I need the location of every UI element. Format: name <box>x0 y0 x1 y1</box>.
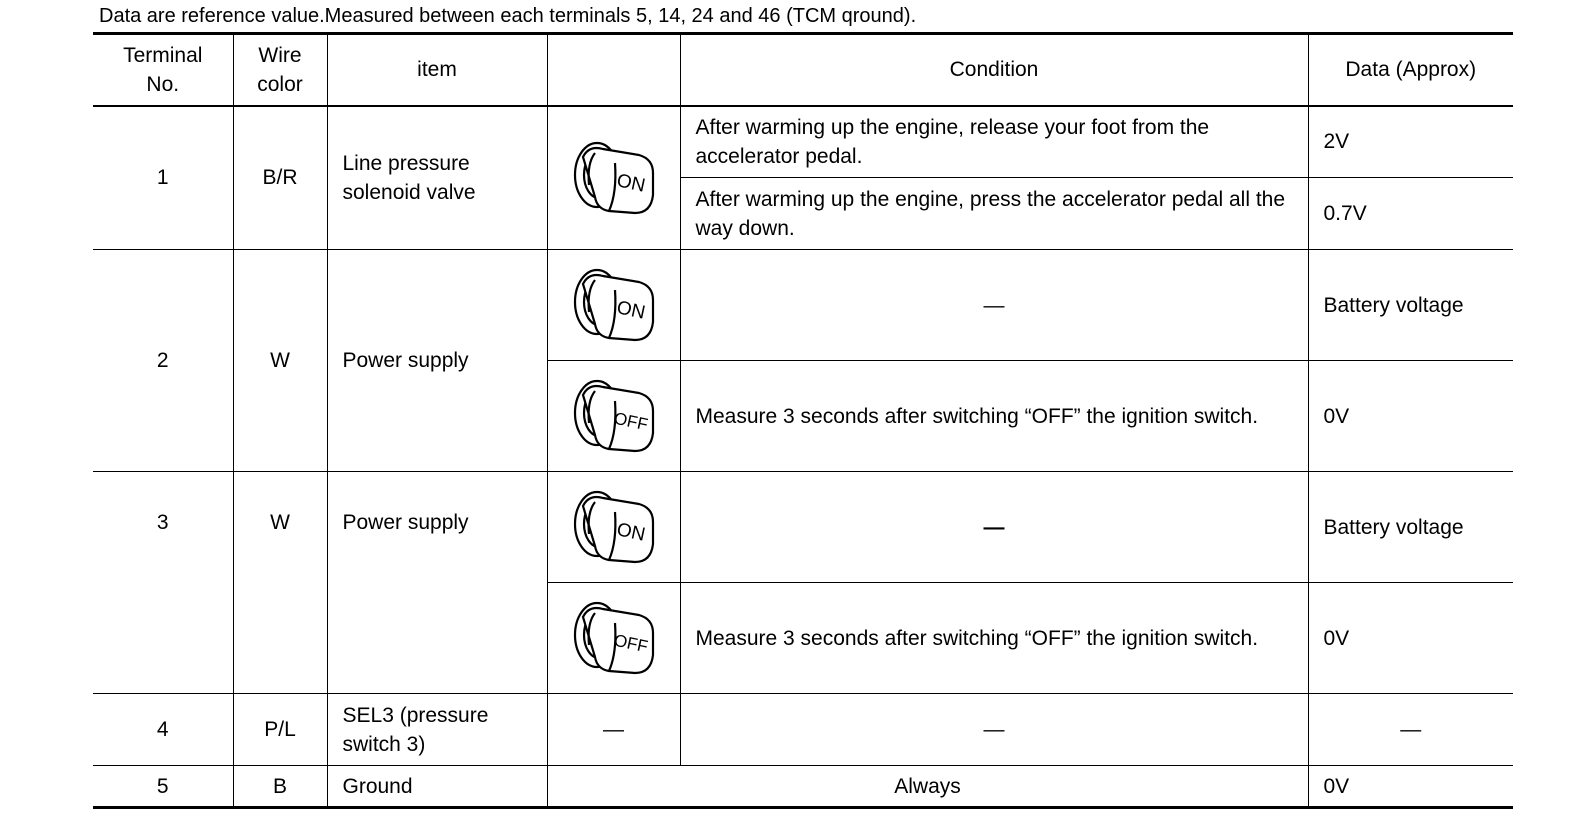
table-row <box>93 694 1513 766</box>
icon-cell: — <box>547 694 680 766</box>
condition-cell: Always <box>547 766 1308 808</box>
terminal-no-cell: 4 <box>93 694 233 766</box>
header-icon <box>547 34 680 106</box>
table-row <box>93 766 1513 808</box>
item-cell: Power supply <box>327 472 547 694</box>
svg-text:ON: ON <box>614 519 647 546</box>
item-cell: SEL3 (pressure switch 3) <box>327 694 547 766</box>
item-cell: Power supply <box>327 250 547 472</box>
ignition-key-off-icon <box>547 583 680 694</box>
header-wire-color <box>233 34 327 106</box>
table-row <box>93 106 1513 178</box>
condition-cell: — <box>680 250 1308 361</box>
data-cell: Battery voltage <box>1308 472 1513 583</box>
ignition-key-on-icon <box>547 472 680 583</box>
svg-text:ON: ON <box>614 297 647 324</box>
wire-color-cell: B/R <box>233 106 327 250</box>
table-caption: Data are reference value.Measured between each terminals 5, 14, 24 and 46 (TCM qround). <box>99 5 917 27</box>
table-row <box>93 472 1513 583</box>
header-terminal-no <box>93 34 233 106</box>
header-item: item <box>327 34 547 106</box>
header-terminal-text: Terminal No. <box>123 43 203 96</box>
data-cell: 0V <box>1308 361 1513 472</box>
terminal-no-cell: 5 <box>93 766 233 808</box>
terminal-data-table <box>93 32 1513 809</box>
condition-cell: — <box>680 694 1308 766</box>
header-data: Data (Approx) <box>1308 34 1513 106</box>
terminal-no-cell: 2 <box>93 250 233 472</box>
wire-color-cell: W <box>233 472 327 694</box>
condition-cell: After warming up the engine, release your foot from the accelerator pedal. <box>680 106 1308 178</box>
table-row <box>93 250 1513 361</box>
data-cell: 2V <box>1308 106 1513 178</box>
table-header-row <box>93 34 1513 106</box>
header-wire-text: Wire color <box>257 43 303 96</box>
data-cell: Battery voltage <box>1308 250 1513 361</box>
item-cell: Ground <box>327 766 547 808</box>
condition-cell: After warming up the engine, press the accelerator pedal all the way down. <box>680 178 1308 250</box>
terminal-no-cell: 3 <box>93 472 233 694</box>
condition-cell: Measure 3 seconds after switching “OFF” the ignition switch. <box>680 583 1308 694</box>
data-cell: 0V <box>1308 766 1513 808</box>
svg-text:OFF: OFF <box>611 408 649 435</box>
svg-text:OFF: OFF <box>611 630 649 657</box>
ignition-key-on-icon <box>547 106 680 250</box>
item-cell: Line pressure solenoid valve <box>327 106 547 250</box>
wire-color-cell: P/L <box>233 694 327 766</box>
data-cell: — <box>1308 694 1513 766</box>
ignition-key-on-icon <box>547 250 680 361</box>
condition-cell: — <box>680 472 1308 583</box>
wire-color-cell: W <box>233 250 327 472</box>
condition-cell: Measure 3 seconds after switching “OFF” the ignition switch. <box>680 361 1308 472</box>
data-cell: 0V <box>1308 583 1513 694</box>
header-condition: Condition <box>680 34 1308 106</box>
terminal-no-cell: 1 <box>93 106 233 250</box>
wire-color-cell: B <box>233 766 327 808</box>
svg-text:ON: ON <box>614 170 647 197</box>
ignition-key-off-icon <box>547 361 680 472</box>
data-cell: 0.7V <box>1308 178 1513 250</box>
